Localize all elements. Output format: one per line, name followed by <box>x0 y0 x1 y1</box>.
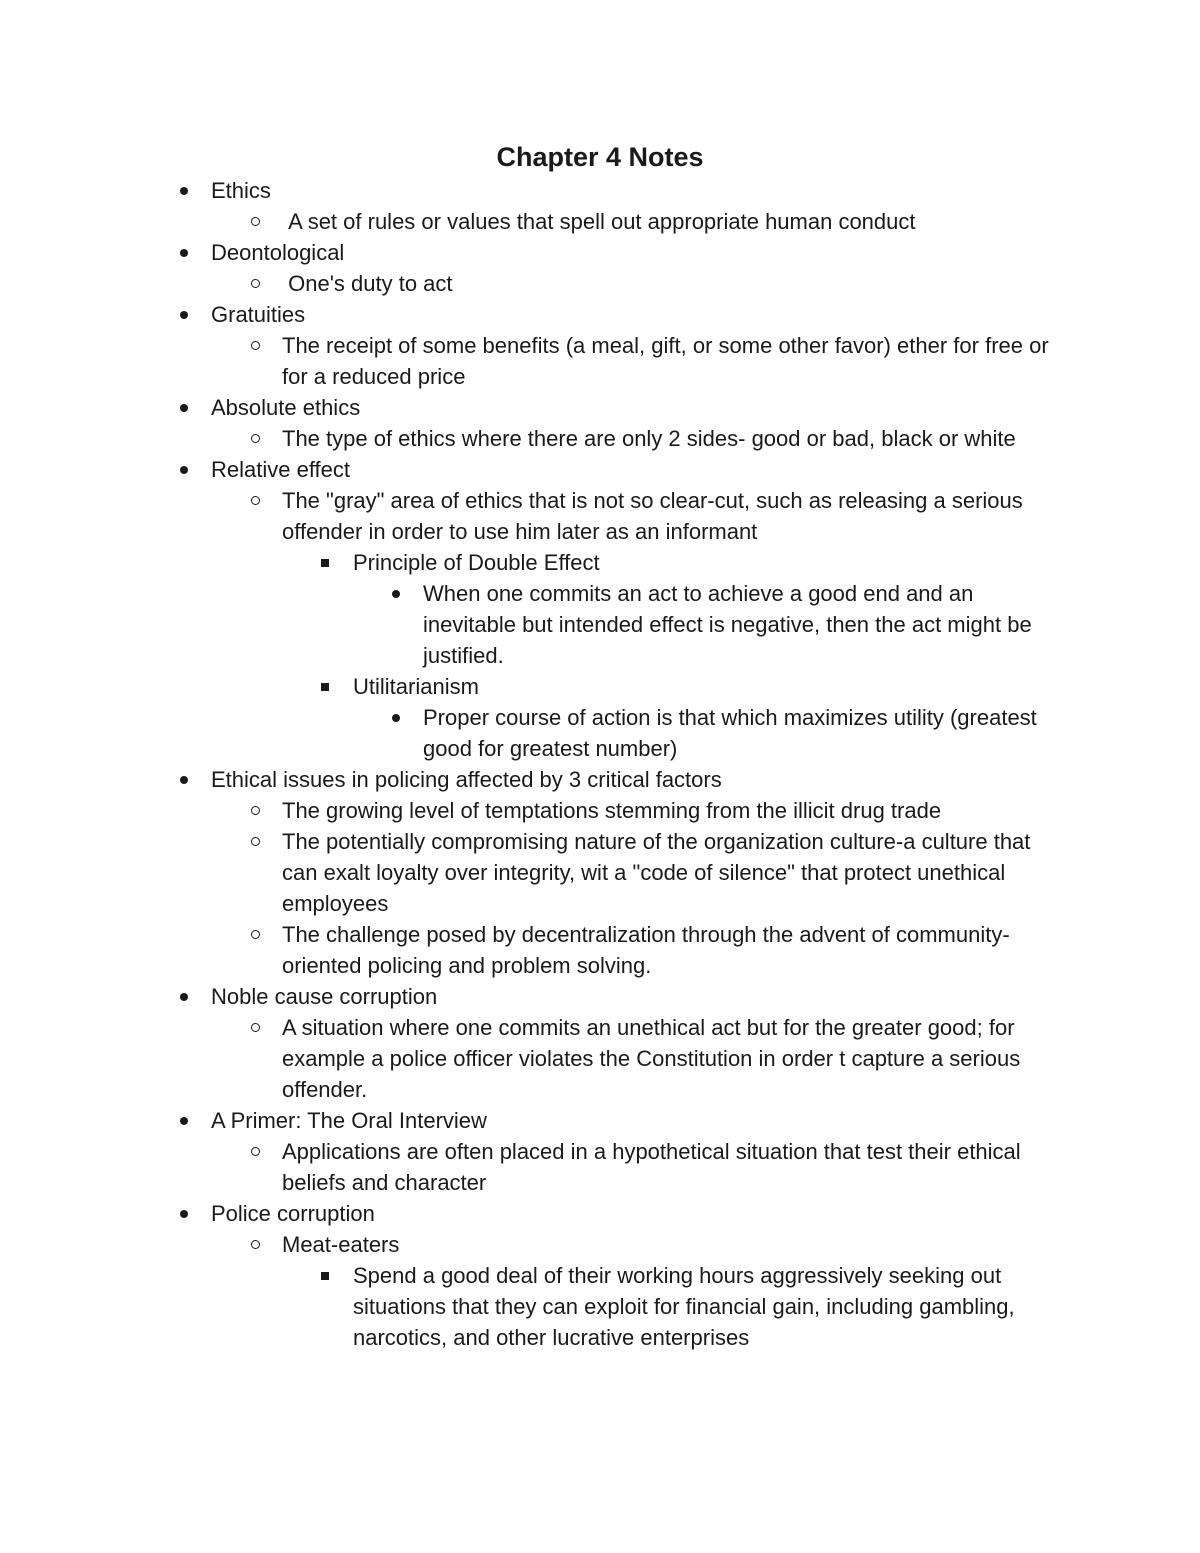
outline-item-text: Ethics <box>211 178 271 203</box>
outline-item-level-1 <box>0 1012 1052 1105</box>
outline-item-text: Principle of Double Effect <box>353 550 600 575</box>
outline-item-level-2 <box>0 671 1053 702</box>
outline-item-level-0 <box>0 392 1041 423</box>
outline-item-level-0 <box>0 237 1041 268</box>
outline-item-text: One's duty to act <box>282 271 453 296</box>
bullet-circle-icon <box>248 1229 262 1260</box>
bullet-dot-icon <box>389 578 403 609</box>
bullet-dot-icon <box>177 299 191 330</box>
outline-item-text: Spend a good deal of their working hours aggressively seeking out situations that they can exploit for financial gain, including gambling, narcotics, and other lucrative enterprises <box>353 1263 1021 1350</box>
outline-item-level-1 <box>0 1136 1052 1198</box>
outline-item-level-0 <box>0 1198 1041 1229</box>
bullet-dot-icon <box>177 1198 191 1229</box>
outline-item-level-1 <box>0 826 1052 919</box>
bullet-dot-icon <box>177 175 191 206</box>
bullet-dot-icon <box>177 392 191 423</box>
outline-item-level-1 <box>0 268 1052 299</box>
outline-item-text: The "gray" area of ethics that is not so clear-cut, such as releasing a serious offender in order to use him later as an informant <box>282 488 1029 544</box>
outline-item-text: The type of ethics where there are only 2 sides- good or bad, black or white <box>282 426 1016 451</box>
bullet-circle-icon <box>248 1012 262 1043</box>
outline-item-text: A Primer: The Oral Interview <box>211 1108 487 1133</box>
outline-item-level-1 <box>0 485 1052 547</box>
outline-item-text: When one commits an act to achieve a good end and an inevitable but intended effect is negative, then the act might be justified. <box>423 581 1038 668</box>
bullet-circle-icon <box>248 268 262 299</box>
outline-item-text: Deontological <box>211 240 345 265</box>
outline-item-text: Gratuities <box>211 302 306 327</box>
outline-item-text: Utilitarianism <box>353 674 479 699</box>
outline-item-level-0 <box>0 1105 1041 1136</box>
outline-item-text: Police corruption <box>211 1201 375 1226</box>
outline-item-text: Absolute ethics <box>211 395 361 420</box>
outline-item-level-3 <box>0 578 1053 671</box>
outline-item-level-3 <box>0 702 1053 764</box>
outline-item-level-2 <box>0 547 1053 578</box>
bullet-circle-icon <box>248 206 262 237</box>
bullet-circle-icon <box>248 485 262 516</box>
outline-item-level-1 <box>0 206 1052 237</box>
outline-item-text: Applications are often placed in a hypothetical situation that test their ethical beliefs and character <box>282 1139 1027 1195</box>
bullet-circle-icon <box>248 919 262 950</box>
outline-item-text: Proper course of action is that which maximizes utility (greatest good for greatest number) <box>423 705 1043 761</box>
outline-item-level-1 <box>0 919 1052 981</box>
bullet-circle-icon <box>248 330 262 361</box>
notes-outline <box>0 175 1200 1353</box>
bullet-circle-icon <box>248 826 262 857</box>
bullet-square-icon <box>318 547 332 578</box>
bullet-dot-icon <box>177 237 191 268</box>
bullet-circle-icon <box>248 795 262 826</box>
outline-item-text: Meat-eaters <box>282 1232 400 1257</box>
outline-item-text: A situation where one commits an unethical act but for the greater good; for example a police officer violates the Constitution in order t capture a serious offender. <box>282 1015 1027 1102</box>
outline-item-level-1 <box>0 795 1052 826</box>
outline-item-text: Relative effect <box>211 457 351 482</box>
outline-item-level-1 <box>0 330 1055 392</box>
outline-item-level-2 <box>0 1260 1053 1353</box>
outline-item-text: The growing level of temptations stemming from the illicit drug trade <box>282 798 942 823</box>
outline-item-level-1 <box>0 423 1052 454</box>
bullet-dot-icon <box>177 764 191 795</box>
bullet-square-icon <box>318 671 332 702</box>
outline-item-text: Noble cause corruption <box>211 984 438 1009</box>
bullet-dot-icon <box>389 702 403 733</box>
bullet-circle-icon <box>248 1136 262 1167</box>
outline-item-level-1 <box>0 1229 1052 1260</box>
outline-item-level-0 <box>0 981 1041 1012</box>
outline-item-text: A set of rules or values that spell out appropriate human conduct <box>282 209 916 234</box>
outline-item-level-0 <box>0 764 1041 795</box>
outline-item-level-0 <box>0 454 1041 485</box>
outline-item-text: The challenge posed by decentralization through the advent of community-oriented policing and problem solving. <box>282 922 1010 978</box>
outline-item-text: The receipt of some benefits (a meal, gift, or some other favor) ether for free or for a reduced price <box>282 333 1055 389</box>
outline-item-level-0 <box>0 299 1041 330</box>
bullet-dot-icon <box>177 454 191 485</box>
bullet-dot-icon <box>177 1105 191 1136</box>
bullet-dot-icon <box>177 981 191 1012</box>
page-title: Chapter 4 Notes <box>496 142 704 172</box>
bullet-circle-icon <box>248 423 262 454</box>
outline-item-level-0 <box>0 175 1041 206</box>
outline-item-text: Ethical issues in policing affected by 3 critical factors <box>211 767 722 792</box>
outline-item-text: The potentially compromising nature of the organization culture-a culture that can exalt loyalty over integrity, wit a "code of silence" that protect unethical employees <box>282 829 1037 916</box>
bullet-square-icon <box>318 1260 332 1291</box>
